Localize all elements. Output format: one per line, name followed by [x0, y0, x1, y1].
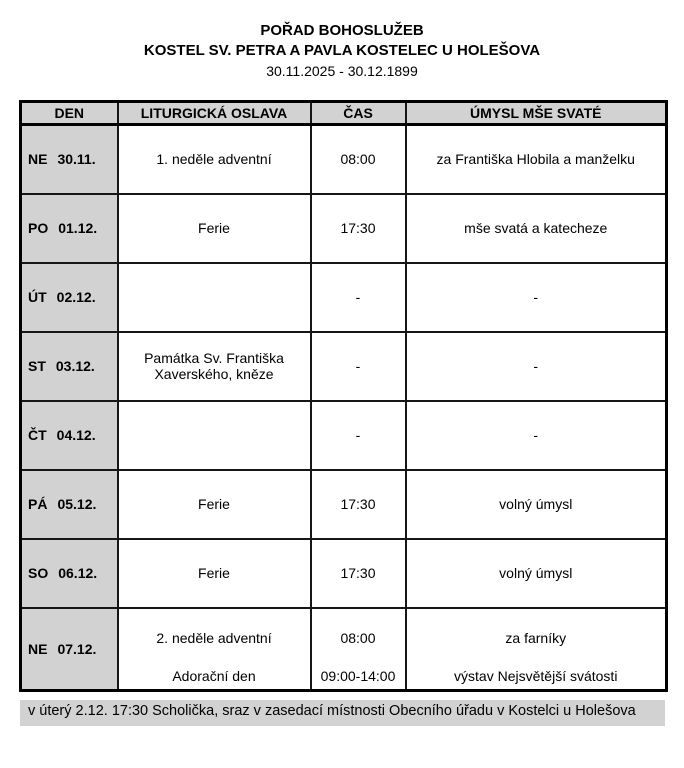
header-cell-liturgy: LITURGICKÁ OSLAVA	[118, 102, 311, 125]
liturgy-cell: Ferie	[118, 539, 311, 608]
day-abbr: ÚT	[28, 289, 47, 305]
schedule-table	[19, 100, 668, 692]
page-title: POŘAD BOHOSLUŽEB	[260, 22, 424, 39]
day-date: 07.12.	[57, 640, 97, 657]
intention-cell: za Františka Hlobila a manželku	[406, 125, 667, 194]
time-cell: 17:30	[311, 470, 406, 539]
intention-line2: výstav Nejsvětější svátosti	[454, 667, 618, 684]
time-cell: -	[311, 263, 406, 332]
day-cell	[21, 608, 118, 691]
intention-cell	[406, 608, 667, 691]
liturgy-cell: Ferie	[118, 470, 311, 539]
header-cell-intention: ÚMYSL MŠE SVATÉ	[406, 102, 667, 125]
liturgy-cell	[118, 263, 311, 332]
footer-note: v úterý 2.12. 17:30 Scholička, sraz v zasedací místnosti Obecního úřadu v Kostelci u Holešova	[20, 700, 665, 726]
day-cell	[21, 194, 118, 263]
day-cell	[21, 125, 118, 194]
day-date: 06.12.	[58, 565, 98, 581]
day-date: 05.12.	[57, 496, 97, 512]
intention-cell: volný úmysl	[406, 470, 667, 539]
table-row	[21, 194, 667, 263]
liturgy-cell	[118, 401, 311, 470]
day-cell	[21, 263, 118, 332]
table-row	[21, 470, 667, 539]
time-cell: -	[311, 401, 406, 470]
day-abbr: NE	[28, 640, 48, 657]
day-cell	[21, 401, 118, 470]
time-cell: 17:30	[311, 539, 406, 608]
day-abbr: PO	[28, 220, 49, 236]
day-abbr: ST	[28, 358, 46, 374]
day-abbr: SO	[28, 565, 49, 581]
time-cell: -	[311, 332, 406, 401]
day-abbr: ČT	[28, 427, 47, 443]
header-cell-time: ČAS	[311, 102, 406, 125]
title-block	[0, 0, 684, 81]
day-abbr: PÁ	[28, 496, 48, 512]
intention-cell: mše svatá a katecheze	[406, 194, 667, 263]
liturgy-line2: Adorační den	[172, 667, 256, 684]
day-abbr: NE	[28, 151, 48, 168]
intention-cell: -	[406, 401, 667, 470]
table-row	[21, 332, 667, 401]
time-cell: 08:00	[311, 125, 406, 194]
time-cell: 17:30	[311, 194, 406, 263]
table-header-row	[21, 102, 667, 125]
intention-cell: volný úmysl	[406, 539, 667, 608]
liturgy-line1: 2. neděle adventní	[156, 630, 272, 646]
liturgy-cell: Památka Sv. Františka Xaverského, kněze	[118, 332, 311, 401]
liturgy-cell: 1. neděle adventní	[118, 125, 311, 194]
day-date: 02.12.	[56, 289, 96, 305]
header-cell-den: DEN	[21, 102, 118, 125]
time-line1: 08:00	[340, 630, 376, 646]
date-range: 30.11.2025 - 30.12.1899	[266, 63, 418, 79]
table-row	[21, 263, 667, 332]
table-row	[21, 125, 667, 194]
day-cell	[21, 470, 118, 539]
day-date: 30.11.	[57, 151, 96, 168]
intention-cell: -	[406, 332, 667, 401]
table-row	[21, 608, 667, 691]
table-row	[21, 401, 667, 470]
liturgy-cell	[118, 608, 311, 691]
day-cell	[21, 332, 118, 401]
church-name: KOSTEL SV. PETRA A PAVLA KOSTELEC U HOLEŠOVA	[143, 42, 541, 59]
time-cell	[311, 608, 406, 691]
liturgy-cell: Ferie	[118, 194, 311, 263]
day-cell	[21, 539, 118, 608]
day-date: 04.12.	[56, 427, 96, 443]
time-line2: 09:00-14:00	[320, 667, 396, 684]
day-date: 01.12.	[58, 220, 98, 236]
table-row	[21, 539, 667, 608]
intention-line1: za farníky	[505, 630, 567, 646]
intention-cell: -	[406, 263, 667, 332]
day-date: 03.12.	[55, 358, 95, 374]
